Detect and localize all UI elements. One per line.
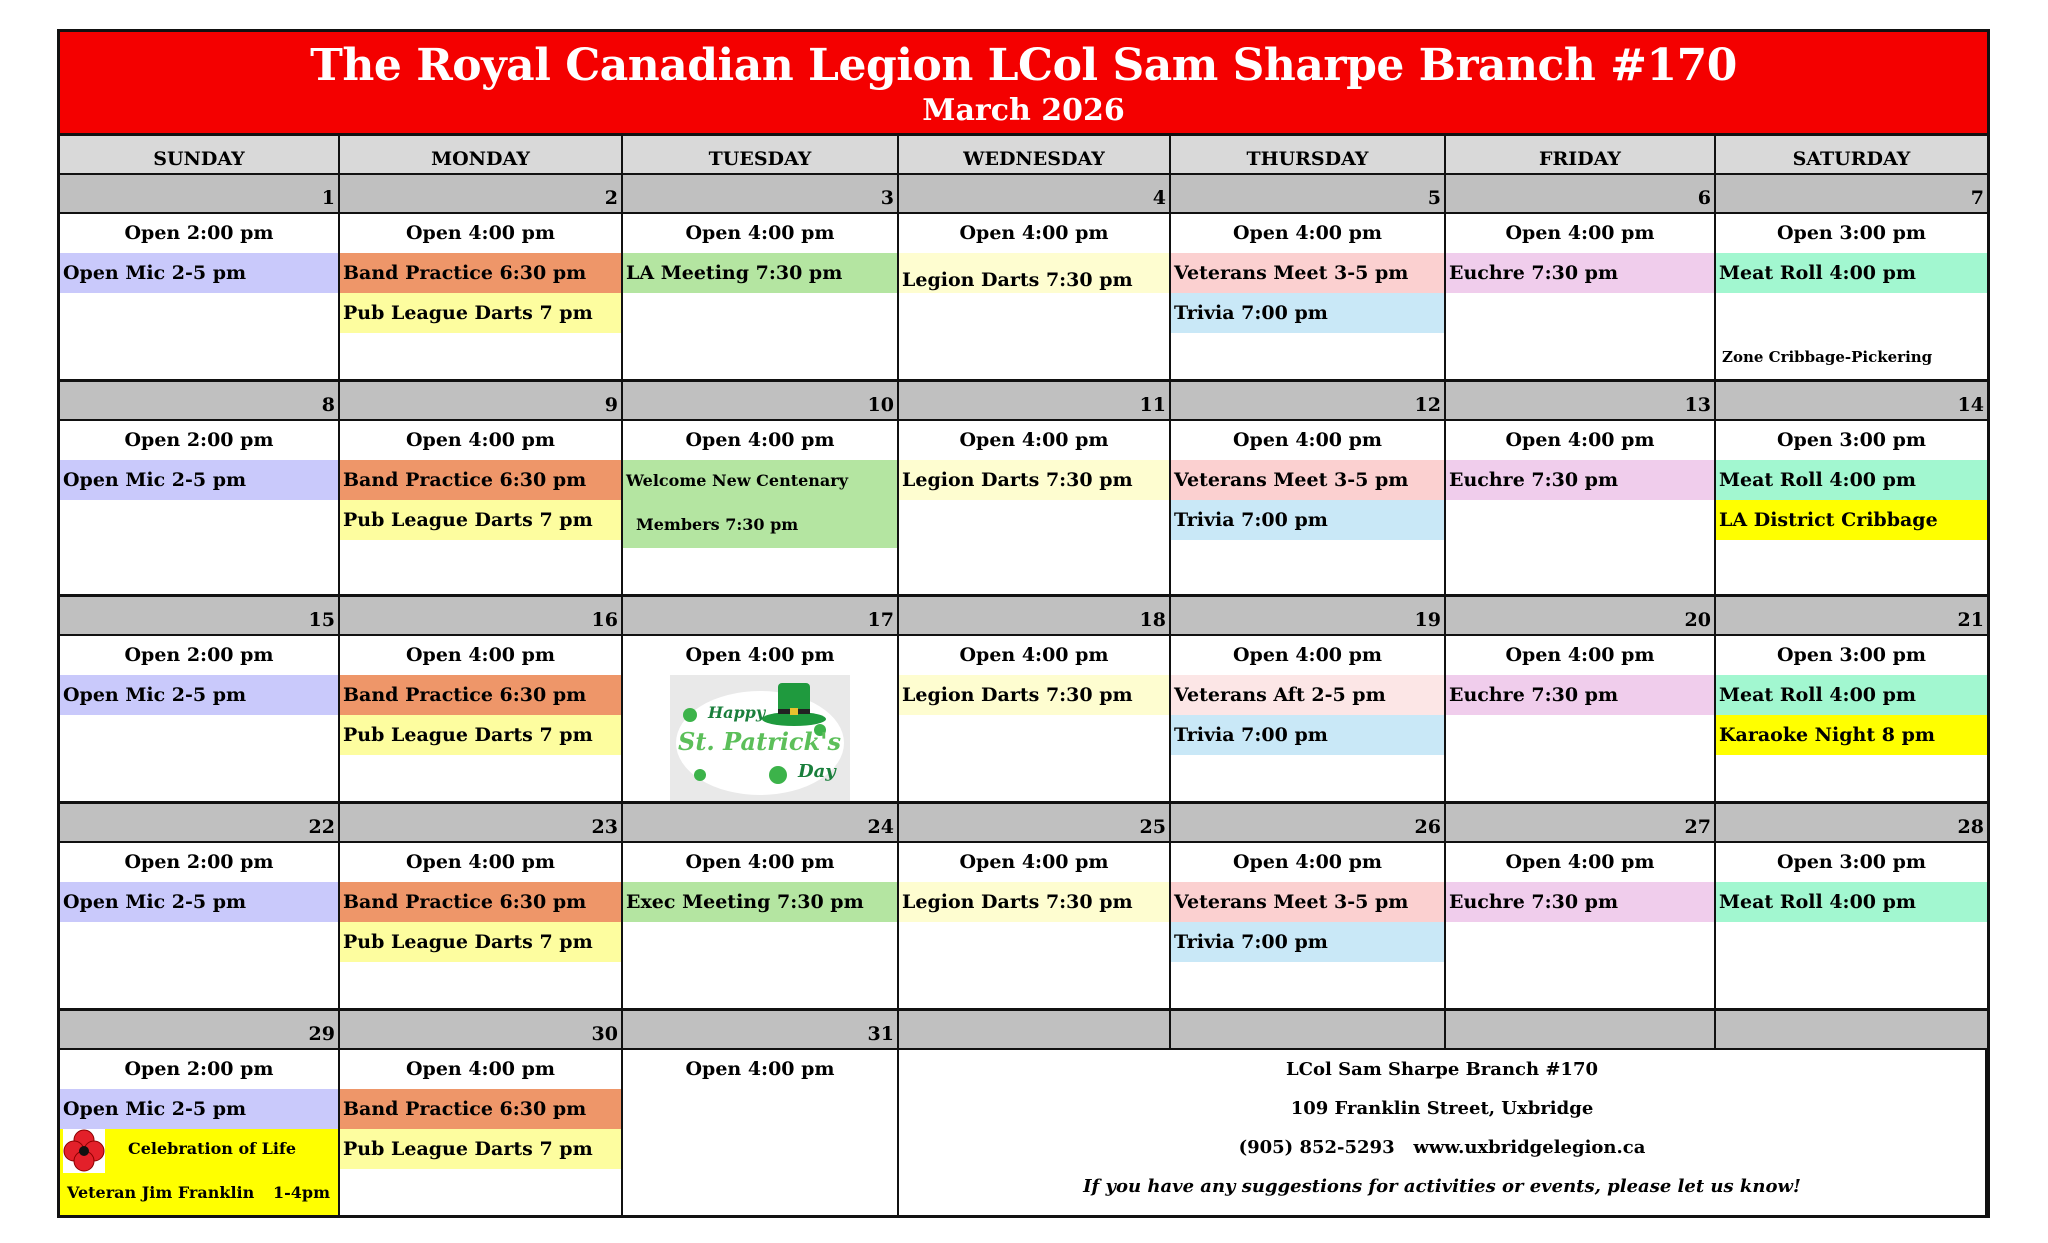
- opening-hours: Open 4:00 pm: [685, 1058, 835, 1080]
- event-item[interactable]: LA District Cribbage: [1716, 500, 1987, 540]
- event-item[interactable]: Trivia 7:00 pm: [1171, 293, 1444, 333]
- st-patricks-line1: Happy: [708, 703, 766, 722]
- page-title: The Royal Canadian Legion LCol Sam Sharpe Branch #170: [310, 40, 1737, 91]
- date-number: 31: [623, 1011, 899, 1050]
- date-number: 1: [60, 175, 340, 214]
- day-name-friday: FRIDAY: [1446, 136, 1716, 175]
- opening-hours: Open 2:00 pm: [124, 644, 274, 666]
- poppy-line2: Veteran Jim Franklin: [67, 1183, 255, 1202]
- event-line: Members 7:30 pm: [636, 515, 799, 534]
- event-item[interactable]: LA Meeting 7:30 pm: [623, 253, 897, 293]
- branch-name: LCol Sam Sharpe Branch #170: [1285, 1059, 1599, 1080]
- event-item[interactable]: Exec Meeting 7:30 pm: [623, 882, 897, 922]
- day-cell[interactable]: [1446, 214, 1716, 382]
- event-item[interactable]: Open Mic 2-5 pm: [60, 253, 338, 293]
- date-number: 26: [1171, 804, 1446, 843]
- day-cell[interactable]: [1446, 421, 1716, 597]
- opening-hours: Open 4:00 pm: [959, 851, 1109, 873]
- day-cell[interactable]: [60, 636, 340, 804]
- event-item[interactable]: Pub League Darts 7 pm: [340, 1129, 621, 1169]
- event-item[interactable]: Band Practice 6:30 pm: [340, 675, 621, 715]
- opening-hours: Open 3:00 pm: [1776, 644, 1927, 666]
- event-item[interactable]: Band Practice 6:30 pm: [340, 460, 621, 500]
- opening-hours: Open 4:00 pm: [405, 644, 556, 666]
- opening-hours: Open 4:00 pm: [1232, 429, 1383, 451]
- day-cell[interactable]: [60, 421, 340, 597]
- opening-hours: Open 2:00 pm: [124, 1058, 274, 1080]
- opening-hours: Open 3:00 pm: [1776, 429, 1927, 451]
- celebration-of-life-event[interactable]: [60, 1129, 338, 1215]
- opening-hours: Open 4:00 pm: [405, 222, 556, 244]
- date-number: 16: [340, 597, 623, 636]
- event-item[interactable]: Trivia 7:00 pm: [1171, 715, 1444, 755]
- date-number: 7: [1716, 175, 1987, 214]
- event-item[interactable]: Pub League Darts 7 pm: [340, 500, 621, 540]
- date-number: 6: [1446, 175, 1716, 214]
- day-cell[interactable]: [1171, 214, 1446, 382]
- day-cell[interactable]: [340, 421, 623, 597]
- date-number: 29: [60, 1011, 340, 1050]
- branch-address: 109 Franklin Street, Uxbridge: [1290, 1098, 1594, 1119]
- opening-hours: Open 2:00 pm: [124, 222, 274, 244]
- poppy-time: 1-4pm: [272, 1183, 330, 1202]
- month-title: March 2026: [922, 93, 1125, 128]
- opening-hours: Open 4:00 pm: [1505, 644, 1655, 666]
- event-item[interactable]: Meat Roll 4:00 pm: [1716, 882, 1987, 922]
- event-item[interactable]: Band Practice 6:30 pm: [340, 882, 621, 922]
- event-item[interactable]: Trivia 7:00 pm: [1171, 922, 1444, 962]
- day-cell[interactable]: [60, 1050, 340, 1215]
- opening-hours: Open 4:00 pm: [1505, 429, 1655, 451]
- event-item[interactable]: Legion Darts 7:30 pm: [899, 882, 1169, 922]
- day-name-thursday: THURSDAY: [1171, 136, 1446, 175]
- day-cell[interactable]: [1171, 636, 1446, 804]
- opening-hours: Open 4:00 pm: [685, 644, 835, 666]
- event-item[interactable]: Karaoke Night 8 pm: [1716, 715, 1987, 755]
- date-number: 10: [623, 382, 899, 421]
- date-number: 2: [340, 175, 623, 214]
- event-item[interactable]: Open Mic 2-5 pm: [60, 882, 338, 922]
- day-cell[interactable]: [623, 843, 899, 1011]
- event-item[interactable]: Euchre 7:30 pm: [1446, 675, 1714, 715]
- event-item[interactable]: Euchre 7:30 pm: [1446, 460, 1714, 500]
- date-number: 9: [340, 382, 623, 421]
- day-cell[interactable]: [60, 214, 340, 382]
- week-row: [60, 804, 1987, 1011]
- date-number: 20: [1446, 597, 1716, 636]
- event-item[interactable]: Meat Roll 4:00 pm: [1716, 253, 1987, 293]
- event-item[interactable]: Meat Roll 4:00 pm: [1716, 675, 1987, 715]
- event-item[interactable]: Band Practice 6:30 pm: [340, 1089, 621, 1129]
- date-number: 28: [1716, 804, 1987, 843]
- event-item[interactable]: Open Mic 2-5 pm: [60, 1089, 338, 1129]
- date-number: [1446, 1011, 1716, 1050]
- opening-hours: Open 3:00 pm: [1776, 222, 1927, 244]
- week-row: [60, 597, 1987, 804]
- day-cell[interactable]: [1171, 421, 1446, 597]
- opening-hours: Open 4:00 pm: [405, 429, 556, 451]
- day-cell[interactable]: [1171, 843, 1446, 1011]
- event-item[interactable]: Open Mic 2-5 pm: [60, 460, 338, 500]
- day-cell[interactable]: [899, 214, 1171, 382]
- opening-hours: Open 2:00 pm: [124, 851, 274, 873]
- st-patricks-line3: Day: [798, 761, 836, 782]
- day-name-monday: MONDAY: [340, 136, 623, 175]
- day-cell[interactable]: [340, 843, 623, 1011]
- opening-hours: Open 3:00 pm: [1776, 851, 1927, 873]
- event-item[interactable]: Legion Darts 7:30 pm: [899, 675, 1169, 715]
- day-cell[interactable]: [623, 421, 899, 597]
- date-number: 13: [1446, 382, 1716, 421]
- calendar-header: [60, 32, 1987, 136]
- event-item[interactable]: Veterans Meet 3-5 pm: [1171, 460, 1444, 500]
- date-number: 30: [340, 1011, 623, 1050]
- event-item[interactable]: Meat Roll 4:00 pm: [1716, 460, 1987, 500]
- opening-hours: Open 4:00 pm: [959, 644, 1109, 666]
- st-patricks-day-image: [670, 675, 850, 801]
- day-name-sunday: SUNDAY: [60, 136, 340, 175]
- week-row: [60, 382, 1987, 597]
- opening-hours: Open 4:00 pm: [685, 222, 835, 244]
- event-item[interactable]: Zone Cribbage-Pickering: [1722, 348, 1933, 366]
- opening-hours: Open 4:00 pm: [685, 429, 835, 451]
- day-cell[interactable]: [340, 1050, 623, 1215]
- event-item[interactable]: Veterans Meet 3-5 pm: [1171, 882, 1444, 922]
- day-cell[interactable]: [623, 214, 899, 382]
- date-number: 3: [623, 175, 899, 214]
- event-item[interactable]: Euchre 7:30 pm: [1446, 882, 1714, 922]
- opening-hours: Open 4:00 pm: [685, 851, 835, 873]
- date-number: 27: [1446, 804, 1716, 843]
- date-number: 23: [340, 804, 623, 843]
- contact-line: [899, 1128, 1985, 1167]
- day-names-row: [60, 136, 1987, 175]
- day-cell[interactable]: [1716, 636, 1987, 804]
- event-item[interactable]: Veterans Meet 3-5 pm: [1171, 253, 1444, 293]
- event-item[interactable]: Pub League Darts 7 pm: [340, 293, 621, 333]
- opening-hours: Open 4:00 pm: [1232, 851, 1383, 873]
- date-number: 18: [899, 597, 1171, 636]
- opening-hours: Open 4:00 pm: [1505, 222, 1655, 244]
- event-item[interactable]: Veterans Aft 2-5 pm: [1171, 675, 1444, 715]
- event-item[interactable]: Legion Darts 7:30 pm: [899, 253, 1169, 293]
- week-row: [60, 1011, 1987, 1215]
- date-number: 5: [1171, 175, 1446, 214]
- day-cell[interactable]: [340, 214, 623, 382]
- date-number: 25: [899, 804, 1171, 843]
- day-cell[interactable]: [899, 843, 1171, 1011]
- week-row: [60, 175, 1987, 382]
- day-cell[interactable]: [1716, 421, 1987, 597]
- opening-hours: Open 4:00 pm: [405, 1058, 556, 1080]
- event-item[interactable]: Pub League Darts 7 pm: [340, 715, 621, 755]
- event-item[interactable]: Open Mic 2-5 pm: [60, 675, 338, 715]
- date-number: 4: [899, 175, 1171, 214]
- date-number: 22: [60, 804, 340, 843]
- event-item[interactable]: Euchre 7:30 pm: [1446, 253, 1714, 293]
- opening-hours: Open 2:00 pm: [124, 429, 274, 451]
- date-number: [1171, 1011, 1446, 1050]
- day-name-wednesday: WEDNESDAY: [899, 136, 1171, 175]
- opening-hours: Open 4:00 pm: [1232, 644, 1383, 666]
- opening-hours: Open 4:00 pm: [1232, 222, 1383, 244]
- event-line: Welcome New Centenary: [626, 471, 849, 490]
- day-name-tuesday: TUESDAY: [623, 136, 899, 175]
- website-link[interactable]: www.uxbridgelegion.ca: [1413, 1137, 1646, 1158]
- branch-info-footer: [899, 1050, 1987, 1215]
- day-cell[interactable]: [340, 636, 623, 804]
- date-number: 12: [1171, 382, 1446, 421]
- date-number: 24: [623, 804, 899, 843]
- date-number: 14: [1716, 382, 1987, 421]
- st-patricks-line2: St. Patrick's: [678, 727, 842, 756]
- day-cell[interactable]: [1716, 843, 1987, 1011]
- day-name-saturday: SATURDAY: [1716, 136, 1987, 175]
- day-cell[interactable]: [623, 636, 899, 804]
- date-number: 15: [60, 597, 340, 636]
- day-cell[interactable]: [1446, 843, 1716, 1011]
- event-item[interactable]: Legion Darts 7:30 pm: [899, 460, 1169, 500]
- day-cell[interactable]: [60, 843, 340, 1011]
- event-item[interactable]: Trivia 7:00 pm: [1171, 500, 1444, 540]
- event-item[interactable]: [623, 460, 897, 548]
- poppy-icon: [63, 1129, 105, 1173]
- opening-hours: Open 4:00 pm: [959, 429, 1109, 451]
- opening-hours: Open 4:00 pm: [1505, 851, 1655, 873]
- calendar: [57, 29, 1990, 1218]
- date-number: 21: [1716, 597, 1987, 636]
- day-cell[interactable]: [623, 1050, 899, 1215]
- event-item[interactable]: Band Practice 6:30 pm: [340, 253, 621, 293]
- opening-hours: Open 4:00 pm: [959, 222, 1109, 244]
- date-number: [1716, 1011, 1987, 1050]
- event-item[interactable]: Pub League Darts 7 pm: [340, 922, 621, 962]
- date-number: 17: [623, 597, 899, 636]
- day-cell[interactable]: [899, 636, 1171, 804]
- date-number: 19: [1171, 597, 1446, 636]
- date-number: 8: [60, 382, 340, 421]
- poppy-line1: Celebration of Life: [128, 1139, 297, 1158]
- date-number: [899, 1011, 1171, 1050]
- day-cell[interactable]: [1446, 636, 1716, 804]
- date-number: 11: [899, 382, 1171, 421]
- opening-hours: Open 4:00 pm: [405, 851, 556, 873]
- suggestion-note: If you have any suggestions for activities or events, please let us know!: [1083, 1176, 1801, 1197]
- phone-number: (905) 852-5293: [1238, 1137, 1395, 1158]
- day-cell[interactable]: [899, 421, 1171, 597]
- day-cell[interactable]: [1716, 214, 1987, 382]
